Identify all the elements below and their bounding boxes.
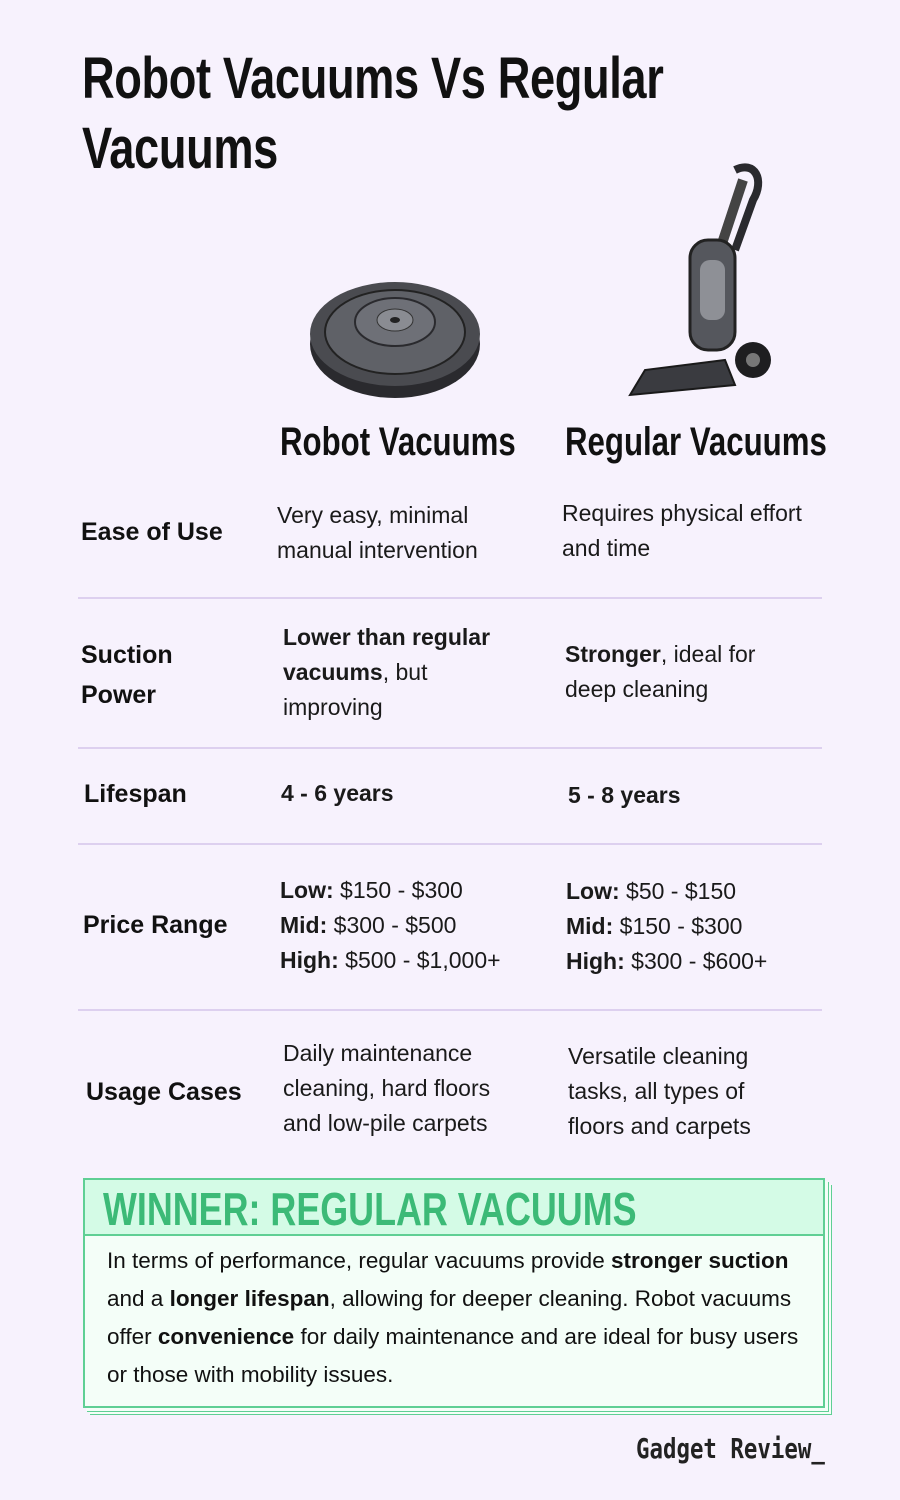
row-label: Suction Power bbox=[81, 641, 173, 709]
regular-cell bbox=[568, 1039, 778, 1144]
bold-text: convenience bbox=[157, 1324, 295, 1349]
row-divider bbox=[78, 747, 822, 749]
robot-cell bbox=[283, 1036, 518, 1141]
bold-text: Mid: bbox=[566, 913, 614, 939]
row-label: Ease of Use bbox=[81, 518, 223, 546]
text-segment: , allowing for deeper cleaning. Robot vacuums offer bbox=[107, 1286, 792, 1349]
winner-title: WINNER: REGULAR VACUUMS bbox=[103, 1183, 637, 1235]
column-header-robot: Robot Vacuums bbox=[280, 420, 516, 464]
robot-vacuum-image bbox=[308, 272, 483, 402]
robot-cell bbox=[281, 776, 481, 811]
brand-logo: Gadget Review_ bbox=[636, 1432, 825, 1465]
winner-summary bbox=[85, 1236, 823, 1394]
robot-cell bbox=[277, 498, 507, 568]
text-segment: $50 - $150 bbox=[619, 878, 737, 904]
row-label: Usage Cases bbox=[86, 1078, 242, 1106]
row-divider bbox=[78, 1009, 822, 1011]
row-divider bbox=[78, 597, 822, 599]
bold-text: 5 - 8 years bbox=[568, 782, 681, 808]
text-segment: for daily maintenance and are ideal for busy users or those with mobility issues. bbox=[107, 1324, 799, 1387]
bold-text: Lower than regular vacuums bbox=[283, 624, 491, 685]
bold-text: High: bbox=[280, 947, 339, 973]
bold-text: Mid: bbox=[280, 912, 328, 938]
bold-text: Low: bbox=[566, 878, 620, 904]
text-segment: In terms of performance, regular vacuums provide bbox=[107, 1248, 611, 1273]
text-segment: , but improving bbox=[283, 659, 428, 720]
robot-cell bbox=[283, 620, 518, 725]
text-segment: $300 - $600+ bbox=[624, 948, 768, 974]
row-label: Lifespan bbox=[84, 780, 187, 808]
row-label: Price Range bbox=[83, 911, 228, 939]
text-segment: $150 - $300 bbox=[333, 877, 463, 903]
text-segment: Requires physical effort and time bbox=[562, 500, 802, 561]
bold-text: longer lifespan bbox=[169, 1286, 330, 1311]
bold-text: Stronger bbox=[565, 641, 661, 667]
regular-cell bbox=[568, 778, 768, 813]
text-segment: Versatile cleaning tasks, all types of floors and carpets bbox=[568, 1043, 751, 1139]
winner-header bbox=[85, 1180, 823, 1236]
column-header-regular: Regular Vacuums bbox=[565, 420, 827, 464]
text-segment: Daily maintenance cleaning, hard floors and low-pile carpets bbox=[283, 1040, 491, 1136]
text-segment: $150 - $300 bbox=[613, 913, 743, 939]
bold-text: 4 - 6 years bbox=[281, 780, 394, 806]
text-segment: $500 - $1,000+ bbox=[338, 947, 501, 973]
regular-cell bbox=[565, 637, 785, 707]
bold-text: Low: bbox=[280, 877, 334, 903]
text-segment: , ideal for deep cleaning bbox=[565, 641, 756, 702]
text-segment: and a bbox=[107, 1286, 170, 1311]
regular-cell bbox=[562, 496, 812, 566]
row-divider bbox=[78, 843, 822, 845]
regular-vacuum-image bbox=[625, 160, 775, 400]
bold-text: High: bbox=[566, 948, 625, 974]
winner-box bbox=[83, 1178, 825, 1408]
robot-cell bbox=[280, 873, 520, 978]
bold-text: stronger suction bbox=[610, 1248, 789, 1273]
page-title: Robot Vacuums Vs Regular Vacuums bbox=[82, 46, 664, 181]
text-segment: $300 - $500 bbox=[327, 912, 457, 938]
text-segment: Very easy, minimal manual intervention bbox=[277, 502, 478, 563]
regular-cell bbox=[566, 874, 806, 979]
